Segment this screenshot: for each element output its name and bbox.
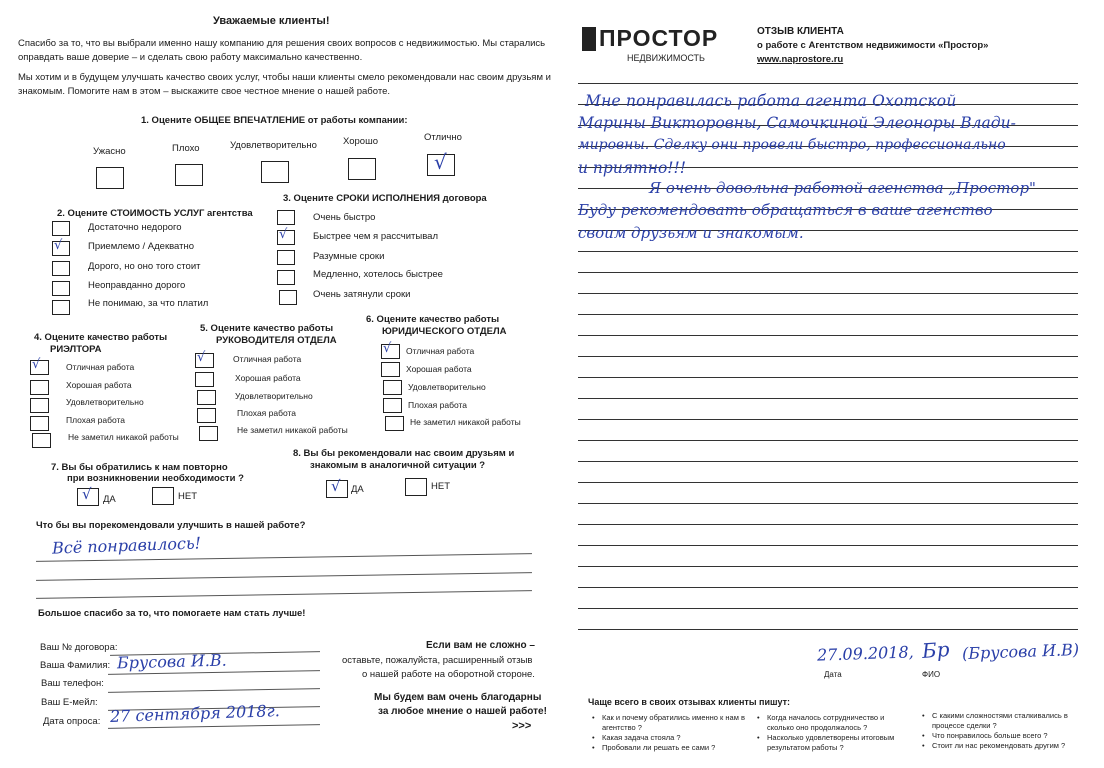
footer-item: • Как и почему обратились именно к нам в агентство ? — [592, 713, 745, 732]
q3-option-label: Медленно, хотелось быстрее — [313, 269, 443, 280]
footer-item: • С какими сложностями сталкивались в процессе сделки ? — [922, 711, 1068, 730]
answer-line — [36, 590, 532, 599]
q8-yes-checkbox-checked[interactable] — [326, 477, 348, 498]
check-mark-icon: √ — [383, 341, 392, 356]
q4-checkbox[interactable] — [30, 380, 49, 395]
q2-option-label: Не понимаю, за что платил — [88, 298, 209, 309]
q6-option-label: Отличная работа — [406, 346, 475, 356]
arrow-icon: >>> — [512, 720, 532, 732]
ruled-line — [578, 356, 1078, 357]
q6-option-label: Удовлетворительно — [408, 382, 486, 392]
q6-checkbox[interactable] — [385, 416, 404, 431]
ruled-line — [578, 524, 1078, 525]
q2-checkbox[interactable] — [52, 261, 70, 276]
logo-subtitle: НЕДВИЖИМОСТЬ — [627, 53, 705, 63]
q4-title: 4. Оцените качество работы — [34, 332, 168, 343]
q5-title: 5. Оцените качество работы — [200, 323, 334, 334]
q3-option-label: Очень затянули сроки — [313, 289, 411, 300]
footer-item-text: Какая задача стояла ? — [602, 733, 681, 742]
review-text-line[interactable]: мировны. Сделку они провели быстро, профессионально — [578, 137, 1006, 153]
footer-item-text: Насколько удовлетворены итоговым результатом работы ? — [767, 733, 895, 752]
q3-option-label: Очень быстро — [313, 212, 376, 223]
footer-item-text: Стоит ли нас рекомендовать другим ? — [932, 741, 1066, 750]
logo-mark-icon — [582, 27, 596, 51]
review-page — [552, 0, 1104, 768]
reverse-note-title: Если вам не сложно – — [426, 640, 535, 651]
q5-option-label: Удовлетворительно — [235, 391, 313, 401]
q5-checkbox[interactable] — [199, 426, 218, 441]
surname-label: Ваша Фамилия: — [40, 660, 111, 671]
q2-checkbox[interactable] — [52, 221, 70, 236]
q6-option-label: Хорошая работа — [406, 364, 472, 374]
logo-text: ПРОСТОР — [599, 25, 719, 51]
q2-checkbox-checked[interactable] — [52, 238, 70, 256]
intro-line: знакомым. Помогите нам в этом – выскажите свое честное мнение о нашей работе. — [18, 86, 390, 97]
ruled-line — [578, 503, 1078, 504]
ruled-line — [578, 398, 1078, 399]
check-mark-icon: √ — [32, 357, 41, 372]
date-value[interactable]: 27 сентября 2018г. — [109, 701, 281, 726]
q8-yes-label: ДА — [351, 484, 364, 495]
q4-title: РИЭЛТОРА — [50, 344, 102, 355]
check-mark-icon: √ — [54, 238, 63, 253]
review-subtitle: о работе с Агентством недвижимости «Простор» — [757, 40, 989, 51]
thanks-text: Большое спасибо за то, что помогаете нам стать лучше! — [38, 608, 306, 619]
q2-checkbox[interactable] — [52, 281, 70, 296]
review-title: ОТЗЫВ КЛИЕНТА — [757, 26, 844, 37]
check-mark-icon: √ — [331, 477, 341, 495]
ruled-line — [578, 629, 1078, 630]
footer-item-text: Пробовали ли решать ее сами ? — [602, 743, 716, 752]
signature-date-label: Дата — [824, 670, 842, 679]
q4-checkbox[interactable] — [30, 398, 49, 413]
q5-option-label: Не заметил никакой работы — [237, 425, 348, 435]
q1-option-label: Плохо — [172, 143, 200, 154]
check-mark-icon: √ — [82, 485, 92, 503]
q1-checkbox[interactable] — [348, 158, 376, 180]
q5-option-label: Хорошая работа — [235, 373, 301, 383]
q8-title: 8. Вы бы рекомендовали нас своим друзьям и — [293, 448, 515, 459]
intro-line: Мы хотим и в будущем улучшать качество своих услуг, чтобы наши клиенты смело рекомендовали нас своим друзьям и — [18, 72, 551, 83]
ruled-line — [578, 587, 1078, 588]
q6-checkbox-checked[interactable] — [381, 341, 400, 359]
q1-title: 1. Оцените ОБЩЕЕ ВПЕЧАТЛЕНИЕ от работы компании: — [141, 115, 408, 126]
footer-item-text: С какими сложностями сталкивались в процессе сделки ? — [932, 711, 1068, 730]
q4-option-label: Плохая работа — [66, 415, 126, 425]
ruled-line — [578, 482, 1078, 483]
q1-checkbox[interactable] — [261, 161, 289, 183]
review-text-line[interactable]: Мне понравилась работа агента Охотской — [585, 92, 957, 110]
ruled-line — [578, 314, 1078, 315]
grateful-text: Мы будем вам очень благодарны — [374, 692, 542, 703]
q7-title: при возникновении необходимости ? — [67, 473, 244, 484]
q1-option-label: Удовлетворительно — [230, 140, 317, 151]
q3-option-label: Разумные сроки — [313, 251, 385, 262]
signature-name[interactable]: (Брусова И.В) — [961, 639, 1080, 664]
footer-title: Чаще всего в своих отзывах клиенты пишут: — [588, 697, 791, 707]
ruled-line — [578, 335, 1078, 336]
q7-no-label: НЕТ — [178, 491, 197, 502]
q6-title: ЮРИДИЧЕСКОГО ОТДЕЛА — [382, 326, 507, 337]
q7-no-checkbox[interactable] — [152, 487, 174, 505]
grateful-text: за любое мнение о нашей работе! — [378, 706, 547, 717]
ruled-line — [578, 566, 1078, 567]
intro-line: оправдать ваше доверие – и сделать свою работу максимально качественно. — [18, 52, 363, 63]
q2-checkbox[interactable] — [52, 300, 70, 315]
footer-item: • Пробовали ли решать ее сами ? — [592, 743, 716, 752]
footer-item-text: Когда началось сотрудничество и сколько оно продолжалось ? — [767, 713, 885, 732]
ruled-line — [578, 251, 1078, 252]
phone-label: Ваш телефон: — [41, 678, 104, 689]
improve-question: Что бы вы порекомендовали улучшить в нашей работе? — [36, 520, 306, 531]
review-text-line[interactable]: и приятно!!! — [578, 159, 686, 177]
q8-no-checkbox[interactable] — [405, 478, 427, 496]
ruled-line — [578, 272, 1078, 273]
answer-line — [36, 572, 532, 581]
q4-option-label: Не заметил никакой работы — [68, 432, 179, 442]
q1-option-label: Отлично — [424, 132, 462, 143]
q5-checkbox[interactable] — [195, 372, 214, 387]
footer-item: • Какая задача стояла ? — [592, 733, 681, 742]
q3-checkbox[interactable] — [277, 250, 295, 265]
q8-no-label: НЕТ — [431, 481, 450, 492]
signature-date[interactable]: 27.09.2018, — [816, 642, 915, 665]
page-title: Уважаемые клиенты! — [213, 15, 330, 27]
footer-column — [922, 711, 1082, 751]
email-label: Ваш Е-мейл: — [41, 697, 98, 708]
footer-item: • Когда началось сотрудничество и сколько оно продолжалось ? — [757, 713, 885, 732]
review-text-line[interactable]: своим друзьям и знакомым. — [578, 224, 804, 242]
q3-checkbox[interactable] — [279, 290, 297, 305]
footer-item-text: Что понравилось больше всего ? — [932, 731, 1048, 740]
ruled-line — [578, 461, 1078, 462]
footer-item-text: Как и почему обратились именно к нам в агентство ? — [602, 713, 745, 732]
q3-checkbox[interactable] — [277, 270, 295, 285]
q7-yes-checkbox-checked[interactable] — [77, 485, 99, 506]
ruled-line — [578, 545, 1078, 546]
q6-title: 6. Оцените качество работы — [366, 314, 500, 325]
q1-checkbox[interactable] — [175, 164, 203, 186]
review-text-line[interactable]: Марины Викторовны, Самочкиной Элеоноры Влади- — [578, 114, 1016, 132]
q2-option-label: Достаточно недорого — [88, 222, 182, 233]
q1-checkbox[interactable] — [96, 167, 124, 189]
review-text-line[interactable]: Я очень довольна работой агенства „Простор" — [649, 179, 1036, 197]
footer-column — [757, 713, 912, 753]
ruled-line — [578, 377, 1078, 378]
q1-option-label: Хорошо — [343, 136, 378, 147]
signature-name-label: ФИО — [922, 670, 941, 679]
q6-checkbox[interactable] — [381, 362, 400, 377]
q4-checkbox-checked[interactable] — [30, 357, 49, 375]
intro-line: Спасибо за то, что вы выбрали именно нашу компанию для решения своих вопросов с недвижимостью. Мы старались — [18, 38, 546, 49]
footer-column — [592, 713, 752, 753]
q2-option-label: Неоправданно дорого — [88, 280, 186, 291]
ruled-line — [578, 440, 1078, 441]
q4-option-label: Хорошая работа — [66, 380, 132, 390]
review-lines — [578, 72, 1078, 632]
q5-checkbox[interactable] — [197, 408, 216, 423]
q4-checkbox[interactable] — [30, 416, 49, 431]
ruled-line — [578, 83, 1078, 84]
q2-option-label: Дорого, но оно того стоит — [88, 261, 201, 272]
ruled-line — [578, 419, 1078, 420]
q4-option-label: Отличная работа — [66, 362, 135, 372]
q2-title: 2. Оцените СТОИМОСТЬ УСЛУГ агентства — [57, 208, 253, 219]
reverse-note: о нашей работе на оборотной стороне. — [362, 669, 535, 680]
q4-checkbox[interactable] — [32, 433, 51, 448]
q5-title: РУКОВОДИТЕЛЯ ОТДЕЛА — [216, 335, 337, 346]
q3-title: 3. Оцените СРОКИ ИСПОЛНЕНИЯ договора — [283, 193, 487, 204]
q2-option-label: Приемлемо / Адекватно — [88, 241, 195, 252]
q5-option-label: Отличная работа — [233, 354, 302, 364]
q7-yes-label: ДА — [103, 494, 116, 505]
q1-checkbox-checked[interactable] — [427, 150, 455, 176]
q3-option-label: Быстрее чем я рассчитывал — [313, 231, 439, 242]
website-link[interactable]: www.naprostore.ru — [757, 54, 844, 65]
q1-option-label: Ужасно — [93, 146, 126, 157]
surname-value[interactable]: Брусова И.В. — [116, 650, 227, 673]
q4-option-label: Удовлетворительно — [66, 397, 144, 407]
ruled-line — [578, 293, 1078, 294]
contract-label: Ваш № договора: — [40, 642, 118, 653]
q5-option-label: Плохая работа — [237, 408, 297, 418]
check-mark-icon: √ — [197, 350, 206, 365]
review-text-line[interactable]: Буду рекомендовать обращаться в ваше агенство — [578, 201, 993, 219]
q3-checkbox[interactable] — [277, 210, 295, 225]
q3-checkbox-checked[interactable] — [277, 227, 295, 245]
q6-checkbox[interactable] — [383, 380, 402, 395]
ruled-line — [578, 608, 1078, 609]
q6-checkbox[interactable] — [383, 398, 402, 413]
phone-field[interactable] — [108, 688, 320, 693]
date-label: Дата опроса: — [43, 716, 101, 727]
q5-checkbox[interactable] — [197, 390, 216, 405]
improve-answer[interactable]: Всё понравилось! — [51, 533, 202, 558]
q6-option-label: Плохая работа — [408, 400, 468, 410]
footer-item: • Что понравилось больше всего ? — [922, 731, 1048, 740]
check-mark-icon: √ — [434, 150, 447, 174]
q8-title: знакомым в аналогичной ситуации ? — [310, 460, 486, 471]
reverse-note: оставьте, пожалуйста, расширенный отзыв — [342, 655, 533, 666]
q7-title: 7. Вы бы обратились к нам повторно — [51, 462, 228, 473]
signature-scribble: Бр — [921, 637, 951, 663]
q5-checkbox-checked[interactable] — [195, 350, 214, 368]
footer-item: • Стоит ли нас рекомендовать другим ? — [922, 741, 1066, 750]
footer-item: • Насколько удовлетворены итоговым результатом работы ? — [757, 733, 895, 752]
check-mark-icon: √ — [279, 227, 288, 242]
q6-option-label: Не заметил никакой работы — [410, 417, 521, 427]
